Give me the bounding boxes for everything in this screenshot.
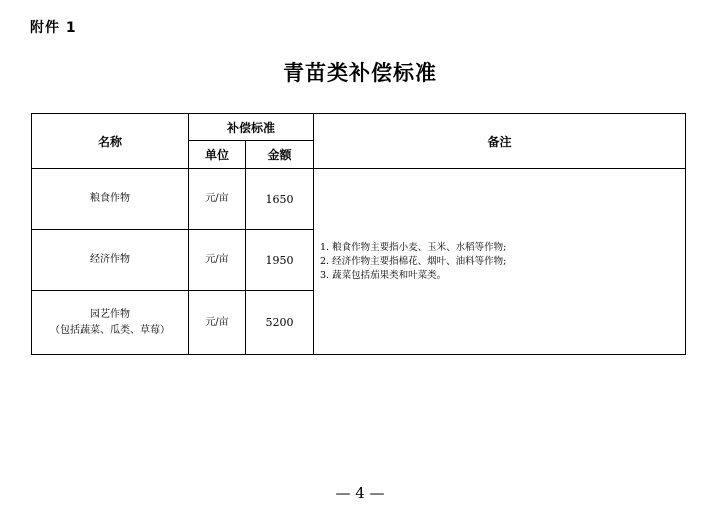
crop-name-text: 粮食作物	[90, 193, 130, 204]
crop-name	[32, 169, 189, 230]
remarks-cell	[314, 169, 686, 355]
table-row	[32, 169, 686, 230]
crop-name	[32, 230, 189, 291]
crop-subname-text: （包括蔬菜、瓜类、草莓）	[50, 324, 170, 336]
header-standard: 补偿标准	[189, 114, 314, 141]
amount-cell: 1650	[246, 169, 314, 230]
header-unit: 单位	[189, 141, 246, 169]
crop-name	[32, 291, 189, 355]
amount-cell: 5200	[246, 291, 314, 355]
header-name: 名称	[32, 114, 189, 169]
header-remarks: 备注	[314, 114, 686, 169]
unit-cell: 元/亩	[189, 230, 246, 291]
unit-cell: 元/亩	[189, 291, 246, 355]
note-line: 3. 蔬菜包括茄果类和叶菜类。	[320, 269, 447, 281]
crop-name-text: 经济作物	[90, 254, 130, 265]
crop-name-text: 园艺作物	[90, 308, 130, 320]
note-line: 1. 粮食作物主要指小麦、玉米、水稻等作物;	[320, 241, 507, 253]
header-amount: 金额	[246, 141, 314, 169]
page-number: — 4 —	[335, 484, 385, 502]
compensation-table	[31, 113, 686, 355]
amount-cell: 1950	[246, 230, 314, 291]
note-line: 2. 经济作物主要指棉花、烟叶、油料等作物;	[320, 255, 507, 267]
unit-cell: 元/亩	[189, 169, 246, 230]
document-title: 青苗类补偿标准	[283, 60, 437, 85]
attachment-label: 附件 1	[30, 20, 77, 36]
